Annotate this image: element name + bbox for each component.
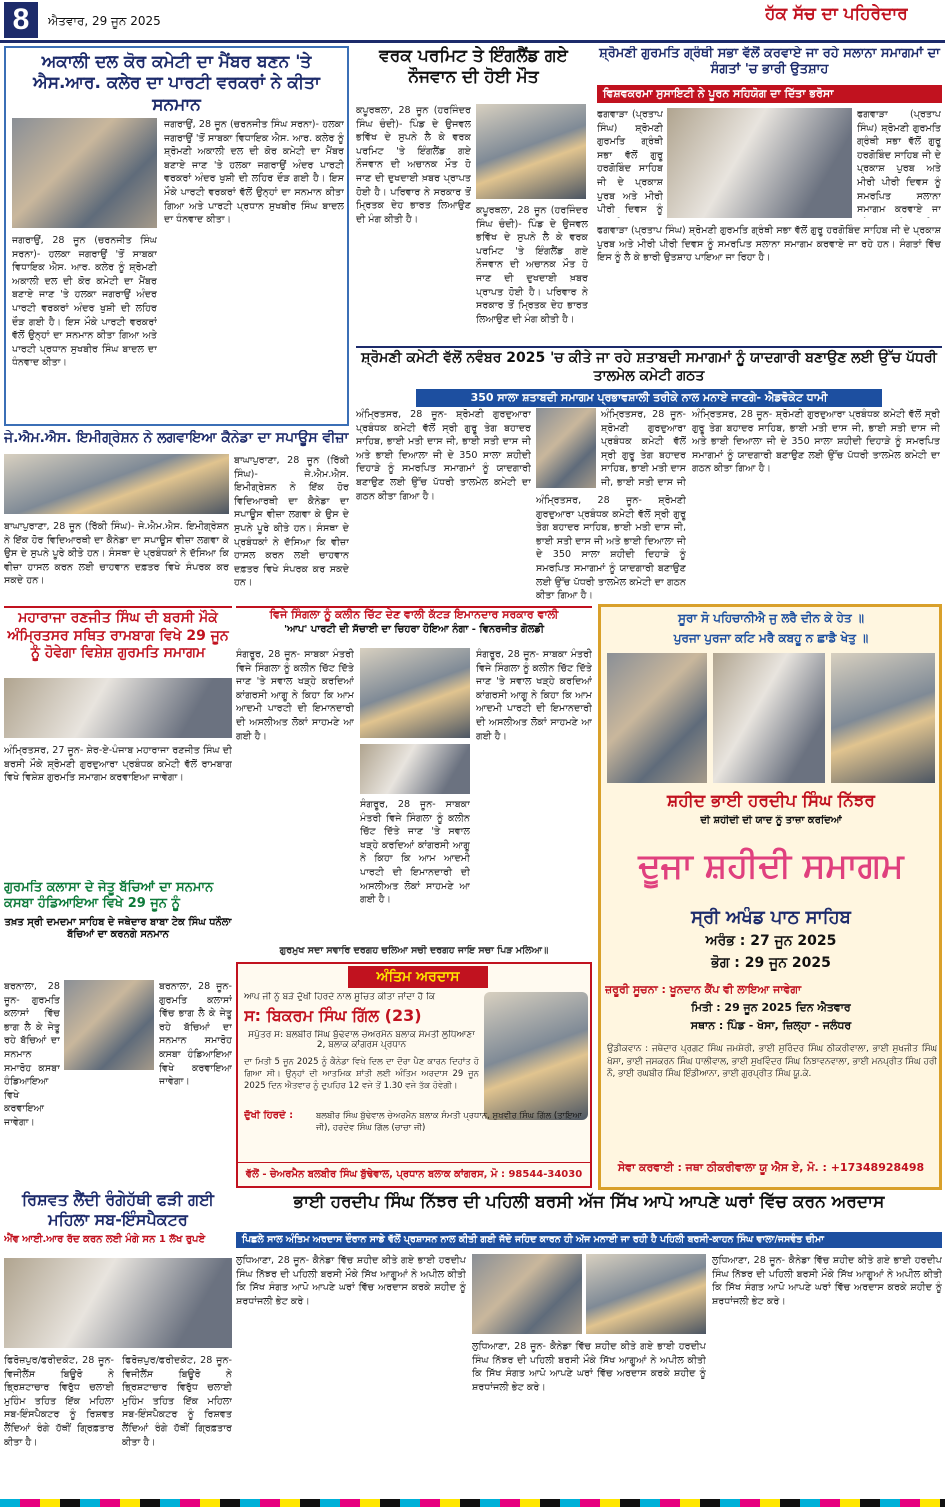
color-registration-strip [0,1499,945,1507]
story-singla-cleanchit [236,606,592,946]
obituary-ad [236,962,592,1188]
obituary-details: ਦਾ ਮਿਤੀ 5 ਜੂਨ 2025 ਨੂੰ ਕੈਨੇਡਾ ਵਿਖੇ ਦਿਲ ਦਾ ਦੌਰਾ ਪੈਣ ਕਾਰਨ ਦਿਹਾਂਤ ਹੋ ਗਿਆ ਸੀ। ਉਨ੍ਹਾਂ ਦੀ ਆਤਮਿਕ ਸ਼ਾਂਤੀ ਲਈ ਅੰਤਿਮ ਅਰਦਾਸ 29 ਜੂਨ 2025 ਦਿਨ ਐਤਵਾਰ ਨੂੰ ਦੁਪਹਿਰ 12 ਵਜੇ ਤੋਂ 1.30 ਵਜੇ ਤੱਕ ਹੋਵੇਗੀ। [244,1057,479,1091]
article-body: ਲੁਧਿਆਣਾ, 28 ਜੂਨ- ਕੈਨੇਡਾ ਵਿੱਚ ਸ਼ਹੀਦ ਕੀਤੇ ਗਏ ਭਾਈ ਹਰਦੀਪ ਸਿੰਘ ਨਿੱਝਰ ਦੀ ਪਹਿਲੀ ਬਰਸੀ ਮੌਕੇ ਸਿੱਖ ਆਗੂਆਂ ਨੇ ਅਪੀਲ ਕੀਤੀ ਕਿ ਸਿੱਖ ਸੰਗਤ ਆਪੋ ਆਪਣੇ ਘਰਾਂ ਵਿੱਚ ਅਰਦਾਸ ਕਰਕੇ ਸ਼ਹੀਦ ਨੂੰ ਸ਼ਰਧਾਂਜਲੀ ਭੇਟ ਕਰੇ। [236,1255,466,1307]
headline: ਸ਼੍ਰੋਮਣੀ ਗੁਰਮਤਿ ਗ੍ਰੰਥੀ ਸਭਾ ਵੱਲੋਂ ਕਰਵਾਏ ਜਾ ਰਹੇ ਸਲਾਨਾ ਸਮਾਗਮਾਂ ਦਾ ਸੰਗਤਾਂ 'ਚ ਭਾਰੀ ਉਤਸ਼ਾਹ [599,46,940,78]
gurdwara-photo [713,653,825,783]
issue-date: ਐਤਵਾਰ, 29 ਜੂਨ 2025 [48,14,161,28]
article-body: ਸੰਗਰੂਰ, 28 ਜੂਨ- ਸਾਬਕਾ ਮੰਤਰੀ ਵਿਜੇ ਸਿੰਗਲਾ ਨੂੰ ਕਲੀਨ ਚਿੱਟ ਦਿੱਤੇ ਜਾਣ 'ਤੇ ਸਵਾਲ ਖੜ੍ਹੇ ਕਰਦਿਆਂ ਕਾਂਗਰਸੀ ਆਗੂ ਨੇ ਕਿਹਾ ਕਿ ਆਮ ਆਦਮੀ ਪਾਰਟੀ ਦੀ ਇਮਾਨਦਾਰੀ ਦੀ ਅਸਲੀਅਤ ਲੋਕਾਂ ਸਾਹਮਣੇ ਆ ਗਈ ਹੈ। [360,799,470,906]
article-body: ਸੰਗਰੂਰ, 28 ਜੂਨ- ਸਾਬਕਾ ਮੰਤਰੀ ਵਿਜੇ ਸਿੰਗਲਾ ਨੂੰ ਕਲੀਨ ਚਿੱਟ ਦਿੱਤੇ ਜਾਣ 'ਤੇ ਸਵਾਲ ਖੜ੍ਹੇ ਕਰਦਿਆਂ ਕਾਂਗਰਸੀ ਆਗੂ ਨੇ ਕਿਹਾ ਕਿ ਆਮ ਆਦਮੀ ਪਾਰਟੀ ਦੀ ਇਮਾਨਦਾਰੀ ਦੀ ਅਸਲੀਅਤ ਲੋਕਾਂ ਸਾਹਮਣੇ ਆ ਗਈ ਹੈ। [476,649,592,742]
news-photo [4,1258,232,1348]
headline: ਸ਼੍ਰੋਮਣੀ ਕਮੇਟੀ ਵੱਲੋਂ ਨਵੰਬਰ 2025 'ਚ ਕੀਤੇ ਜਾ ਰਹੇ ਸ਼ਤਾਬਦੀ ਸਮਾਗਮਾਂ ਨੂੰ ਯਾਦਗਾਰੀ ਬਣਾਉਣ ਲਈ ਉੱਚ ਪੱਧਰੀ ਤਾਲਮੇਲ ਕਮੇਟੀ ਗਠਤ [361,350,937,384]
headline: ਭਾਈ ਹਰਦੀਪ ਸਿੰਘ ਨਿੱਝਰ ਦੀ ਪਹਿਲੀ ਬਰਸੀ ਅੱਜ ਸਿੱਖ ਆਪੋ ਆਪਣੇ ਘਰਾਂ ਵਿੱਚ ਕਰਨ ਅਰਦਾਸ [293,1192,885,1212]
article-body: ਕਪੂਰਥਲਾ, 28 ਜੂਨ (ਹਰਜਿੰਦਰ ਸਿੰਘ ਚੰਦੀ)- ਪਿੰਡ ਦੇ ਉਜਵਲ ਭਵਿੱਖ ਦੇ ਸੁਪਨੇ ਲੈ ਕੇ ਵਰਕ ਪਰਮਿਟ 'ਤੇ ਇੰਗਲੈਂਡ ਗਏ ਨੌਜਵਾਨ ਦੀ ਅਚਾਨਕ ਮੌਤ ਹੋ ਜਾਣ ਦੀ ਦੁਖਦਾਈ ਖ਼ਬਰ ਪ੍ਰਾਪਤ ਹੋਈ ਹੈ। ਪਰਿਵਾਰ ਨੇ ਸਰਕਾਰ ਤੋਂ ਮ੍ਰਿਤਕ ਦੇਹ ਭਾਰਤ ਲਿਆਉਣ ਦੀ ਮੰਗ ਕੀਤੀ ਹੈ। [356,105,471,225]
ad-title: ਦੂਜਾ ਸ਼ਹੀਦੀ ਸਮਾਗਮ [638,846,904,886]
deceased-relation: ਸਪੁੱਤਰ ਸ: ਬਲਬੀਰ ਸਿੰਘ ਬੁੱਢੇਵਾਲ ਚੇਅਰਮੈਨ ਬਲਾਕ ਸੰਮਤੀ ਲੁਧਿਆਣਾ 2, ਬਲਾਕ ਕਾਂਗਰਸ ਪ੍ਰਧਾਨ [248,1030,475,1050]
news-photo [4,454,229,514]
article-body: ਬਾਘਾਪੁਰਾਣਾ, 28 ਜੂਨ (ਰਿੱਕੀ ਸਿੰਘ)- ਜੇ.ਐਮ.ਐਸ. ਇਮੀਗ੍ਰੇਸ਼ਨ ਨੇ ਇੱਕ ਹੋਰ ਵਿਦਿਆਰਥੀ ਦਾ ਕੈਨੇਡਾ ਦਾ ਸਪਾਊਸ ਵੀਜ਼ਾ ਲਗਵਾ ਕੇ ਉਸ ਦੇ ਸੁਪਨੇ ਪੂਰੇ ਕੀਤੇ ਹਨ। ਸੰਸਥਾ ਦੇ ਪ੍ਰਬੰਧਕਾਂ ਨੇ ਦੱਸਿਆ ਕਿ ਵੀਜ਼ਾ ਹਾਸਲ ਕਰਨ ਲਈ ਚਾਹਵਾਨ ਦਫ਼ਤਰ ਵਿਖੇ ਸੰਪਰਕ ਕਰ ਸਕਦੇ ਹਨ। [4,521,229,587]
path-title: ਸ੍ਰੀ ਅਖੰਡ ਪਾਠ ਸਾਹਿਬ [691,907,851,928]
news-photo [667,108,852,218]
ad-date-line: ਮਿਤੀ : 29 ਜੂਨ 2025 ਦਿਨ ਐਤਵਾਰ [691,1001,851,1014]
mourners-list: ਬਲਬੀਰ ਸਿੰਘ ਬੁੱਢੇਵਾਲ ਚੇਅਰਮੈਨ ਬਲਾਕ ਸੰਮਤੀ ਪ੍ਰਧਾਨ, ਸੁਖਵੀਰ ਸਿੰਘ ਗਿੱਲ (ਤਾਇਆ ਜੀ), ਹਰਦੇਵ ਸਿੰਘ ਗਿੱਲ (ਚਾਚਾ ਜੀ) [316,1111,582,1133]
news-photo [4,678,232,738]
portrait-photo [586,1254,706,1334]
subheadline: ਵਿਸ਼ਵਕਰਮਾ ਸੁਸਾਇਟੀ ਨੇ ਪੂਰਨ ਸਹਿਯੋਗ ਦਾ ਦਿੱਤਾ ਭਰੋਸਾ [597,85,942,103]
story-gurmat-classes [4,880,232,1150]
portrait-photo [472,1254,582,1334]
article-body: ਅੰਮ੍ਰਿਤਸਰ, 28 ਜੂਨ- ਸ਼੍ਰੋਮਣੀ ਗੁਰਦੁਆਰਾ ਪ੍ਰਬੰਧਕ ਕਮੇਟੀ ਵੱਲੋਂ ਸ੍ਰੀ ਗੁਰੂ ਤੇਗ ਬਹਾਦਰ ਸਾਹਿਬ, ਭਾਈ ਮਤੀ ਦਾਸ ਜੀ, ਭਾਈ ਸਤੀ ਦਾਸ ਜੀ [601,409,686,488]
obituary-footer: ਵੱਲੋਂ - ਚੇਅਰਮੈਨ ਬਲਬੀਰ ਸਿੰਘ ਬੁੱਢੇਵਾਲ, ਪ੍ਰਧਾਨ ਬਲਾਕ ਕਾਂਗਰਸ, ਮੋ : 98544-34030 [238,1162,590,1186]
article-body: ਫਗਵਾੜਾ (ਪ੍ਰਤਾਪ ਸਿੰਘ) ਸ਼੍ਰੋਮਣੀ ਗੁਰਮਤਿ ਗ੍ਰੰਥੀ ਸਭਾ ਵੱਲੋਂ ਗੁਰੂ ਹਰਗੋਬਿੰਦ ਸਾਹਿਬ ਜੀ ਦੇ ਪ੍ਰਕਾਸ਼ ਪੁਰਬ ਅਤੇ ਮੀਰੀ ਪੀਰੀ ਦਿਵਸ ਨੂੰ [597,109,663,216]
story-kler-honor [4,46,349,426]
article-body: ਅੰਮ੍ਰਿਤਸਰ, 28 ਜੂਨ- ਸ਼੍ਰੋਮਣੀ ਗੁਰਦੁਆਰਾ ਪ੍ਰਬੰਧਕ ਕਮੇਟੀ ਵੱਲੋਂ ਸ੍ਰੀ ਗੁਰੂ ਤੇਗ ਬਹਾਦਰ ਸਾਹਿਬ, ਭਾਈ ਮਤੀ ਦਾਸ ਜੀ, ਭਾਈ ਸਤੀ ਦਾਸ ਜੀ ਅਤੇ ਭਾਈ ਦਿਆਲਾ ਜੀ ਦੇ 350 ਸਾਲਾ ਸ਼ਹੀਦੀ ਦਿਹਾੜੇ ਨੂੰ ਸਮਰਪਿਤ ਸਮਾਗਮਾਂ ਨੂੰ ਯਾਦਗਾਰੀ ਬਣਾਉਣ ਲਈ ਉੱਚ ਪੱਧਰੀ ਤਾਲਮੇਲ ਕਮੇਟੀ ਦਾ ਗਠਨ ਕੀਤਾ ਗਿਆ ਹੈ। [356,409,531,502]
article-body: ਲੁਧਿਆਣਾ, 28 ਜੂਨ- ਕੈਨੇਡਾ ਵਿੱਚ ਸ਼ਹੀਦ ਕੀਤੇ ਗਏ ਭਾਈ ਹਰਦੀਪ ਸਿੰਘ ਨਿੱਝਰ ਦੀ ਪਹਿਲੀ ਬਰਸੀ ਮੌਕੇ ਸਿੱਖ ਆਗੂਆਂ ਨੇ ਅਪੀਲ ਕੀਤੀ ਕਿ ਸਿੱਖ ਸੰਗਤ ਆਪੋ ਆਪਣੇ ਘਰਾਂ ਵਿੱਚ ਅਰਦਾਸ ਕਰਕੇ ਸ਼ਹੀਦ ਨੂੰ ਸ਼ਰਧਾਂਜਲੀ ਭੇਟ ਕਰੇ। [472,1341,706,1393]
masthead-logo: ਹੱਕ ਸੱਚ ਦਾ ਪਹਿਰੇਦਾਰ [765,4,908,24]
story-jms-immigration [4,430,349,604]
article-body: ਬਾਘਾਪੁਰਾਣਾ, 28 ਜੂਨ (ਰਿੱਕੀ ਸਿੰਘ)- ਜੇ.ਐਮ.ਐਸ. ਇਮੀਗ੍ਰੇਸ਼ਨ ਨੇ ਇੱਕ ਹੋਰ ਵਿਦਿਆਰਥੀ ਦਾ ਕੈਨੇਡਾ ਦਾ ਸਪਾਊਸ ਵੀਜ਼ਾ ਲਗਵਾ ਕੇ ਉਸ ਦੇ ਸੁਪਨੇ ਪੂਰੇ ਕੀਤੇ ਹਨ। ਸੰਸਥਾ ਦੇ ਪ੍ਰਬੰਧਕਾਂ ਨੇ ਦੱਸਿਆ ਕਿ ਵੀਜ਼ਾ ਹਾਸਲ ਕਰਨ ਲਈ ਚਾਹਵਾਨ ਦਫ਼ਤਰ ਵਿਖੇ ਸੰਪਰਕ ਕਰ ਸਕਦੇ ਹਨ। [234,455,349,589]
martyr-name: ਸ਼ਹੀਦ ਭਾਈ ਹਰਦੀਪ ਸਿੰਘ ਨਿੱਝਰ [667,791,875,811]
subheadline: ਪਿਛਲੇ ਸਾਲ ਅੰਤਿਮ ਅਰਦਾਸ ਦੌਰਾਨ ਸਾਡੇ ਵੱਲੋਂ ਪ੍ਰਸ਼ਾਸਨ ਨਾਲ ਕੀਤੀ ਗਈ ਜੱਦੋ ਜਹਿਦ ਕਾਰਨ ਹੀ ਅੱਜ ਮਨਾਈ ਜਾ ਰਹੀ ਹੈ ਪਹਿਲੀ ਬਰਸੀ-ਕਾਹਨ ਸਿੰਘ ਵਾਲਾ/ਜਸਵੰਤ ਚੀਮਾ [236,1232,942,1248]
ad-sewa-contact: ਸੇਵਾ ਕਰਵਾਈ : ਜਥਾ ਠੀਕਰੀਵਾਲਾ ਯੂ ਐਸ ਏ, ਮੋ. : +17348928498 [617,1161,925,1174]
shaheedi-samagam-ad [598,604,942,1190]
page-number: 8 [4,2,38,38]
article-body: ਅੰਮ੍ਰਿਤਸਰ, 28 ਜੂਨ- ਸ਼੍ਰੋਮਣੀ ਗੁਰਦੁਆਰਾ ਪ੍ਰਬੰਧਕ ਕਮੇਟੀ ਵੱਲੋਂ ਸ੍ਰੀ ਗੁਰੂ ਤੇਗ ਬਹਾਦਰ ਸਾਹਿਬ, ਭਾਈ ਮਤੀ ਦਾਸ ਜੀ, ਭਾਈ ਸਤੀ ਦਾਸ ਜੀ ਅਤੇ ਭਾਈ ਦਿਆਲਾ ਜੀ ਦੇ 350 ਸਾਲਾ ਸ਼ਹੀਦੀ ਦਿਹਾੜੇ ਨੂੰ ਸਮਰਪਿਤ ਸਮਾਗਮਾਂ ਨੂੰ ਯਾਦਗਾਰੀ ਬਣਾਉਣ ਲਈ ਉੱਚ ਪੱਧਰੀ ਤਾਲਮੇਲ ਕਮੇਟੀ ਦਾ ਗਠਨ ਕੀਤਾ ਗਿਆ ਹੈ। [536,495,686,602]
article-body: ਬਰਨਾਲਾ, 28 ਜੂਨ- ਗੁਰਮਤਿ ਕਲਾਸਾਂ ਵਿੱਚ ਭਾਗ ਲੈ ਕੇ ਜੇਤੂ ਰਹੇ ਬੱਚਿਆਂ ਦਾ ਸਨਮਾਨ ਸਮਾਰੋਹ ਕਸਬਾ ਹੰਡਿਆਇਆ ਵਿਖੇ ਕਰਵਾਇਆ ਜਾਵੇਗਾ। [159,981,232,1088]
article-body: ਲੁਧਿਆਣਾ, 28 ਜੂਨ- ਕੈਨੇਡਾ ਵਿੱਚ ਸ਼ਹੀਦ ਕੀਤੇ ਗਏ ਭਾਈ ਹਰਦੀਪ ਸਿੰਘ ਨਿੱਝਰ ਦੀ ਪਹਿਲੀ ਬਰਸੀ ਮੌਕੇ ਸਿੱਖ ਆਗੂਆਂ ਨੇ ਅਪੀਲ ਕੀਤੀ ਕਿ ਸਿੱਖ ਸੰਗਤ ਆਪੋ ਆਪਣੇ ਘਰਾਂ ਵਿੱਚ ਅਰਦਾਸ ਕਰਕੇ ਸ਼ਹੀਦ ਨੂੰ ਸ਼ਰਧਾਂਜਲੀ ਭੇਟ ਕਰੇ। [712,1255,942,1307]
subheadline: 350 ਸਾਲਾ ਸ਼ਤਾਬਦੀ ਸਮਾਗਮ ਪ੍ਰਭਾਵਸ਼ਾਲੀ ਤਰੀਕੇ ਨਾਲ ਮਨਾਏ ਜਾਣਗੇ- ਐਡਵੋਕੇਟ ਧਾਮੀ [416,389,882,407]
article-body: ਫਗਵਾੜਾ (ਪ੍ਰਤਾਪ ਸਿੰਘ) ਸ਼੍ਰੋਮਣੀ ਗੁਰਮਤਿ ਗ੍ਰੰਥੀ ਸਭਾ ਵੱਲੋਂ ਗੁਰੂ ਹਰਗੋਬਿੰਦ ਸਾਹਿਬ ਜੀ ਦੇ ਪ੍ਰਕਾਸ਼ ਪੁਰਬ ਅਤੇ ਮੀਰੀ ਪੀਰੀ ਦਿਵਸ ਨੂੰ ਸਮਰਪਿਤ ਸਲਾਨਾ ਸਮਾਗਮ ਕਰਵਾਏ ਜਾ [857,109,941,216]
deceased-name: ਸ: ਬਿਕਰਮ ਸਿੰਘ ਗਿੱਲ (23) [244,1006,422,1025]
article-body: ਬਰਨਾਲਾ, 28 ਜੂਨ- ਗੁਰਮਤਿ ਕਲਾਸਾਂ ਵਿੱਚ ਭਾਗ ਲੈ ਕੇ ਜੇਤੂ ਰਹੇ ਬੱਚਿਆਂ ਦਾ ਸਨਮਾਨ ਸਮਾਰੋਹ ਕਸਬਾ ਹੰਡਿਆਇਆ ਵਿਖੇ ਕਰਵਾਇਆ ਜਾਵੇਗਾ। [4,981,60,1128]
deceased-photo [484,992,588,1120]
headline: ਮਹਾਰਾਜਾ ਰਣਜੀਤ ਸਿੰਘ ਦੀ ਬਰਸੀ ਮੌਕੇ ਅੰਮ੍ਰਿਤਸਰ ਸਥਿਤ ਰਾਮਬਾਗ ਵਿਖੇ 29 ਜੂਨ ਨੂੰ ਹੋਵੇਗਾ ਵਿਸ਼ੇਸ਼ ਗੁਰਮਤਿ ਸਮਾਗਮ [7,610,229,661]
ad-organizers: ਉਡੀਕਵਾਨ : ਜਥੇਦਾਰ ਪ੍ਰਗਟ ਸਿੰਘ ਜਮਸ਼ੇਰੀ, ਭਾਈ ਸੁਰਿੰਦਰ ਸਿੰਘ ਠੀਕਰੀਵਾਲਾ, ਭਾਈ ਸੁਖਜੀਤ ਸਿੰਘ ਖੋਸਾ, ਭਾਈ ਜਸਕਰਨ ਸਿੰਘ ਧਾਲੀਵਾਲ, ਭਾਈ ਸੁਖਵਿੰਦਰ ਸਿੰਘ ਨਿਝਾਵਨਵਾਲਾ, ਭਾਈ ਮਨਪ੍ਰੀਤ ਸਿੰਘ ਹਰੀ ਨੌ, ਭਾਈ ਰਘਬੀਰ ਸਿੰਘ ਇੰਡੀਆਨਾ, ਭਾਈ ਗੁਰਪ੍ਰੀਤ ਸਿੰਘ ਯੂ.ਕੇ. [607,1044,937,1079]
article-body: ਫਗਵਾੜਾ (ਪ੍ਰਤਾਪ ਸਿੰਘ) ਸ਼੍ਰੋਮਣੀ ਗੁਰਮਤਿ ਗ੍ਰੰਥੀ ਸਭਾ ਵੱਲੋਂ ਗੁਰੂ ਹਰਗੋਬਿੰਦ ਸਾਹਿਬ ਜੀ ਦੇ ਪ੍ਰਕਾਸ਼ ਪੁਰਬ ਅਤੇ ਮੀਰੀ ਪੀਰੀ ਦਿਵਸ ਨੂੰ ਸਮਰਪਿਤ ਸਲਾਨਾ ਸਮਾਗਮ ਕਰਵਾਏ ਜਾ ਰਹੇ ਹਨ। ਸੰਗਤਾਂ ਵਿੱਚ ਇਸ ਨੂੰ ਲੈ ਕੇ ਭਾਰੀ ਉਤਸ਼ਾਹ ਪਾਇਆ ਜਾ ਰਿਹਾ ਹੈ। [597,225,941,264]
story-sgpc-committee [356,346,942,604]
obituary-title: ਅੰਤਿਮ ਅਰਦਾਸ [348,966,488,988]
article-body: ਅੰਮ੍ਰਿਤਸਰ, 27 ਜੂਨ- ਸ਼ੇਰ-ਏ-ਪੰਜਾਬ ਮਹਾਰਾਜਾ ਰਣਜੀਤ ਸਿੰਘ ਦੀ ਬਰਸੀ ਮੌਕੇ ਸ਼੍ਰੋਮਣੀ ਗੁਰਦੁਆਰਾ ਪ੍ਰਬੰਧਕ ਕਮੇਟੀ ਵੱਲੋਂ ਰਾਮਬਾਗ ਵਿਖੇ ਵਿਸ਼ੇਸ਼ ਗੁਰਮਤਿ ਸਮਾਗਮ ਕਰਵਾਇਆ ਜਾਵੇਗਾ। [4,745,232,784]
subheadline: ਤਖ਼ਤ ਸ੍ਰੀ ਦਮਦਮਾ ਸਾਹਿਬ ਦੇ ਜਥੇਦਾਰ ਬਾਬਾ ਟੇਕ ਸਿੰਘ ਧਨੌਲਾ ਬੱਚਿਆਂ ਦਾ ਕਰਨਗੇ ਸਨਮਾਨ [4,916,232,940]
article-body: ਜਗਰਾਉਂ, 28 ਜੂਨ (ਚਰਨਜੀਤ ਸਿੰਘ ਸਰਨਾ)- ਹਲਕਾ ਜਗਰਾਉਂ 'ਤੋਂ ਸਾਬਕਾ ਵਿਧਾਇਕ ਐਸ. ਆਰ. ਕਲੇਰ ਨੂੰ ਸ਼੍ਰੋਮਣੀ ਅਕਾਲੀ ਦਲ ਦੀ ਕੋਰ ਕਮੇਟੀ ਦਾ ਮੈਂਬਰ ਬਣਾਏ ਜਾਣ 'ਤੇ ਹਲਕਾ ਜਗਰਾਉਂ ਅੰਦਰ ਪਾਰਟੀ ਵਰਕਰਾਂ ਅੰਦਰ ਖੁਸ਼ੀ ਦੀ ਲਹਿਰ ਦੌੜ ਗਈ ਹੈ। ਇਸ ਮੌਕੇ ਪਾਰਟੀ ਵਰਕਰਾਂ ਵੱਲੋਂ ਉਨ੍ਹਾਂ ਦਾ ਸਨਮਾਨ ਕੀਤਾ ਗਿਆ ਅਤੇ ਪਾਰਟੀ ਪ੍ਰਧਾਨ ਸੁਖਬੀਰ ਸਿੰਘ ਬਾਦਲ ਦਾ ਧੰਨਵਾਦ ਕੀਤਾ। [164,119,344,226]
obituary-intro: ਆਪ ਜੀ ਨੂੰ ਬੜੇ ਦੁੱਖੀ ਹਿਰਦੇ ਨਾਲ ਸੂਚਿਤ ਕੀਤਾ ਜਾਂਦਾ ਹੈ ਕਿ [244,992,436,1002]
portrait-photo [360,648,470,738]
subheadline: 'ਆਪ' ਪਾਰਟੀ ਦੀ ਸੱਚਾਈ ਦਾ ਚਿਹਰਾ ਹੋਇਆ ਨੰਗਾ - ਵਿਨਰਜੀਤ ਗੋਲਡੀ [283,623,545,635]
headline: ਅਕਾਲੀ ਦਲ ਕੋਰ ਕਮੇਟੀ ਦਾ ਮੈਂਬਰ ਬਣਨ 'ਤੇ ਐਸ.ਆਰ. ਕਲੇਰ ਦਾ ਪਾਰਟੀ ਵਰਕਰਾਂ ਨੇ ਕੀਤਾ ਸਨਮਾਨ [33,52,320,115]
news-photo [360,744,470,794]
ad-tagline: ਦੀ ਸ਼ਹੀਦੀ ਦੀ ਯਾਦ ਨੂੰ ਤਾਜ਼ਾ ਕਰਦਿਆਂ [700,815,842,826]
portrait-photo [536,408,596,488]
article-body: ਫਿਰੋਜ਼ਪੁਰ/ਫਰੀਦਕੋਟ, 28 ਜੂਨ- ਵਿਜੀਲੈਂਸ ਬਿਊਰੋ ਨੇ ਭ੍ਰਿਸ਼ਟਾਚਾਰ ਵਿਰੁੱਧ ਚਲਾਈ ਮੁਹਿੰਮ ਤਹਿਤ ਇੱਕ ਮਹਿਲਾ ਸਬ-ਇੰਸਪੈਕਟਰ ਨੂੰ ਰਿਸ਼ਵਤ ਲੈਂਦਿਆਂ ਰੰਗੇ ਹੱਥੀਂ ਗ੍ਰਿਫ਼ਤਾਰ ਕੀਤਾ ਹੈ। [4,1355,114,1448]
article-body: ਕਪੂਰਥਲਾ, 28 ਜੂਨ (ਹਰਜਿੰਦਰ ਸਿੰਘ ਚੰਦੀ)- ਪਿੰਡ ਦੇ ਉਜਵਲ ਭਵਿੱਖ ਦੇ ਸੁਪਨੇ ਲੈ ਕੇ ਵਰਕ ਪਰਮਿਟ 'ਤੇ ਇੰਗਲੈਂਡ ਗਏ ਨੌਜਵਾਨ ਦੀ ਅਚਾਨਕ ਮੌਤ ਹੋ ਜਾਣ ਦੀ ਦੁਖਦਾਈ ਖ਼ਬਰ ਪ੍ਰਾਪਤ ਹੋਈ ਹੈ। ਪਰਿਵਾਰ ਨੇ ਸਰਕਾਰ ਤੋਂ ਮ੍ਰਿਤਕ ਦੇਹ ਭਾਰਤ ਲਿਆਉਣ ਦੀ ਮੰਗ ਕੀਤੀ ਹੈ। [476,205,588,325]
story-nijjar-barsi [236,1192,942,1496]
headline: ਜੇ.ਐਮ.ਐਸ. ਇਮੀਗ੍ਰੇਸ਼ਨ ਨੇ ਲਗਵਾਇਆ ਕੈਨੇਡਾ ਦਾ ਸਪਾਊਸ ਵੀਜ਼ਾ [4,430,349,446]
verse-line-1: ਸੂਰਾ ਸੋ ਪਹਿਚਾਨੀਐ ਜੁ ਲਰੈ ਦੀਨ ਕੇ ਹੇਤ ॥ [678,611,864,625]
gurbani-quote: ਗੁਰਮੁਖ ਸਦਾ ਸਵਾਰਿ ਦਰਗਹ ਚਲਿਆ ਸਚੀ ਦਰਗਹ ਜਾਇ ਸਚਾ ਪਿੜ ਮਲਿਆ॥ [279,945,549,956]
news-photo [476,104,586,199]
ad-notice: ਜ਼ਰੂਰੀ ਸੂਚਨਾ : ਖੂਨਦਾਨ ਕੈਂਪ ਵੀ ਲਾਇਆ ਜਾਵੇਗਾ [605,983,802,996]
article-body: ਸੰਗਰੂਰ, 28 ਜੂਨ- ਸਾਬਕਾ ਮੰਤਰੀ ਵਿਜੇ ਸਿੰਗਲਾ ਨੂੰ ਕਲੀਨ ਚਿੱਟ ਦਿੱਤੇ ਜਾਣ 'ਤੇ ਸਵਾਲ ਖੜ੍ਹੇ ਕਰਦਿਆਂ ਕਾਂਗਰਸੀ ਆਗੂ ਨੇ ਕਿਹਾ ਕਿ ਆਮ ਆਦਮੀ ਪਾਰਟੀ ਦੀ ਇਮਾਨਦਾਰੀ ਦੀ ਅਸਲੀਅਤ ਲੋਕਾਂ ਸਾਹਮਣੇ ਆ ਗਈ ਹੈ। [236,649,354,742]
headline: ਵਿਜੇ ਸਿੰਗਲਾ ਨੂੰ ਕਲੀਨ ਚਿੱਟ ਦੇਣ ਵਾਲੀ ਕੱਟੜ ਇਮਾਨਦਾਰ ਸਰਕਾਰ ਵਾਲੀ [269,608,559,621]
story-granthi-sabha [597,46,942,346]
story-ranjit-singh [4,606,232,876]
headline: ਰਿਸ਼ਵਤ ਲੈਂਦੀ ਰੰਗੇਹੱਥੀ ਫੜੀ ਗਈ ਮਹਿਲਾ ਸਬ-ਇੰਸਪੈਕਟਰ [21,1190,215,1229]
ad-place: ਸਥਾਨ : ਪਿੰਡ - ਖੋਸਾ, ਜ਼ਿਲ੍ਹਾ - ਜਲੰਧਰ [690,1019,852,1032]
story-uk-youth [356,46,591,346]
article-body: ਜਗਰਾਉਂ, 28 ਜੂਨ (ਚਰਨਜੀਤ ਸਿੰਘ ਸਰਨਾ)- ਹਲਕਾ ਜਗਰਾਉਂ 'ਤੋਂ ਸਾਬਕਾ ਵਿਧਾਇਕ ਐਸ. ਆਰ. ਕਲੇਰ ਨੂੰ ਸ਼੍ਰੋਮਣੀ ਅਕਾਲੀ ਦਲ ਦੀ ਕੋਰ ਕਮੇਟੀ ਦਾ ਮੈਂਬਰ ਬਣਾਏ ਜਾਣ 'ਤੇ ਹਲਕਾ ਜਗਰਾਉਂ ਅੰਦਰ ਪਾਰਟੀ ਵਰਕਰਾਂ ਅੰਦਰ ਖੁਸ਼ੀ ਦੀ ਲਹਿਰ ਦੌੜ ਗਈ ਹੈ। ਇਸ ਮੌਕੇ ਪਾਰਟੀ ਵਰਕਰਾਂ ਵੱਲੋਂ ਉਨ੍ਹਾਂ ਦਾ ਸਨਮਾਨ ਕੀਤਾ ਗਿਆ ਅਤੇ ਪਾਰਟੀ ਪ੍ਰਧਾਨ ਸੁਖਬੀਰ ਸਿੰਘ ਬਾਦਲ ਦਾ ਧੰਨਵਾਦ ਕੀਤਾ। [12,235,157,369]
headline: ਵਰਕ ਪਰਮਿਟ ਤੇ ਇੰਗਲੈਂਡ ਗਏ ਨੌਜਵਾਨ ਦੀ ਹੋਈ ਮੌਤ [379,46,568,88]
mourners-label: ਦੁੱਖੀ ਹਿਰਦੇ : [244,1110,294,1121]
article-body: ਅੰਮ੍ਰਿਤਸਰ, 28 ਜੂਨ- ਸ਼੍ਰੋਮਣੀ ਗੁਰਦੁਆਰਾ ਪ੍ਰਬੰਧਕ ਕਮੇਟੀ ਵੱਲੋਂ ਸ੍ਰੀ ਗੁਰੂ ਤੇਗ ਬਹਾਦਰ ਸਾਹਿਬ, ਭਾਈ ਮਤੀ ਦਾਸ ਜੀ, ਭਾਈ ਸਤੀ ਦਾਸ ਜੀ ਅਤੇ ਭਾਈ ਦਿਆਲਾ ਜੀ ਦੇ 350 ਸਾਲਾ ਸ਼ਹੀਦੀ ਦਿਹਾੜੇ ਨੂੰ ਸਮਰਪਿਤ ਸਮਾਗਮਾਂ ਨੂੰ ਯਾਦਗਾਰੀ ਬਣਾਉਣ ਲਈ ਉੱਚ ਪੱਧਰੀ ਤਾਲਮੇਲ ਕਮੇਟੀ ਦਾ ਗਠਨ ਕੀਤਾ ਗਿਆ ਹੈ। [692,409,940,475]
portrait-photo [831,653,935,783]
article-body: ਫਿਰੋਜ਼ਪੁਰ/ਫਰੀਦਕੋਟ, 28 ਜੂਨ- ਵਿਜੀਲੈਂਸ ਬਿਊਰੋ ਨੇ ਭ੍ਰਿਸ਼ਟਾਚਾਰ ਵਿਰੁੱਧ ਚਲਾਈ ਮੁਹਿੰਮ ਤਹਿਤ ਇੱਕ ਮਹਿਲਾ ਸਬ-ਇੰਸਪੈਕਟਰ ਨੂੰ ਰਿਸ਼ਵਤ ਲੈਂਦਿਆਂ ਰੰਗੇ ਹੱਥੀਂ ਗ੍ਰਿਫ਼ਤਾਰ ਕੀਤਾ ਹੈ। [122,1355,232,1448]
portrait-photo [607,653,707,783]
headline: ਗੁਰਮਤਿ ਕਲਾਸਾ ਦੇ ਜੇਤੂ ਬੱਚਿਆਂ ਦਾ ਸਨਮਾਨ ਕਸਬਾ ਹੰਡਿਆਇਆ ਵਿਖੇ 29 ਜੂਨ ਨੂੰ [4,880,214,912]
start-date: ਅਰੰਭ : 27 ਜੂਨ 2025 [705,933,837,949]
subheadline: ਐਂਵ ਆਈ.ਆਰ ਰੱਦ ਕਰਨ ਲਈ ਮੰਗੇ ਸਨ 1 ਲੱਖ ਰੁਪਏ [4,1234,206,1245]
portrait-photo [64,980,154,1070]
news-photo [12,118,157,228]
end-date: ਭੋਗ : 29 ਜੂਨ 2025 [711,955,831,971]
header-rule [0,40,945,43]
story-bribe-arrest [4,1190,232,1496]
verse-line-2: ਪੁਰਜਾ ਪੁਰਜਾ ਕਟਿ ਮਰੈ ਕਬਹੂ ਨ ਛਾਡੈ ਖੇਤੁ ॥ [673,631,869,645]
